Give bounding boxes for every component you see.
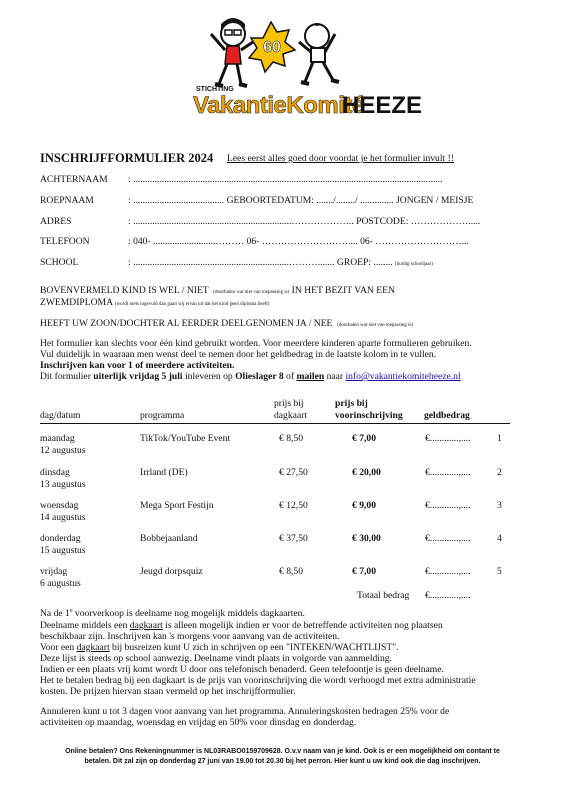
row-day: donderdag (40, 533, 81, 544)
swim-text-end: IN HET BEZIT VAN EEN (291, 285, 395, 296)
note-line-9: Annuleren kunt u tot 3 dagen voor aanvang van het programma. Annuleringskosten bedragen 25% voor de (40, 706, 450, 717)
field-label-telefoon: TELEFOON (40, 236, 90, 247)
row-day-price: € 8,50 (279, 433, 303, 444)
note-text: Na de 1 (40, 608, 70, 620)
row-pre-price: € 7,00 (352, 433, 376, 444)
row-day: maandag (40, 433, 75, 444)
note-line-1 (40, 608, 305, 619)
note-line-3: beschikbaar zijn. Inschrijven kan 's morgens voor aanvang van de activiteiten. (40, 631, 340, 642)
logo-kids-illustration (175, 12, 415, 92)
note-underlined: dagkaart (129, 620, 163, 631)
row-amount-field[interactable]: €............,.... (425, 467, 471, 478)
logo (175, 12, 415, 142)
note-text: voorverkoop is deelname nog mogelijk middels dagkaarten. (72, 608, 305, 620)
row-day-price: € 37,50 (279, 533, 308, 544)
svg-text:60: 60 (263, 39, 281, 56)
note-text: Voor een (40, 642, 77, 653)
row-pre-price: € 9,00 (352, 500, 376, 511)
header-amount: geldbedrag (424, 410, 470, 421)
field-label-roepnaam: ROEPNAAM (40, 195, 94, 206)
row-pre-price: € 7,00 (352, 566, 376, 577)
address: Olieslager 8 (235, 371, 284, 382)
field-roepnaam[interactable]: : ...................................... GEBOORTEDATUM: ......./......../ .............. JONGEN / MEISJE (128, 195, 474, 206)
note-line-4 (40, 642, 399, 653)
logo-name-heeze: HEEZE (342, 92, 423, 119)
row-amount-field[interactable]: €............,.... (425, 500, 471, 511)
field-adres[interactable]: : ..................................................................……………….. POSTCODE: ………………..... (128, 216, 481, 227)
swim-diploma: ZWEMDIPLOMA (40, 297, 113, 308)
row-number: 5 (497, 566, 502, 577)
row-amount-field[interactable]: €............,.... (425, 433, 471, 444)
swim-note: (doorhalen wat niet van toepassing is) (213, 290, 290, 295)
field-label-adres: ADRES (40, 216, 72, 227)
field-school[interactable] (128, 257, 433, 268)
row-program: Bobbejaanland (140, 533, 198, 544)
intro-line-2: Vul duidelijk in waaraan men wenst deel te nemen door het geldbedrag in de laatste kolom in te vullen. (40, 349, 437, 360)
row-day-price: € 27,50 (279, 467, 308, 478)
swim-diploma-note: (wordt niets ingevuld dan gaan wij ervan uit dat het kind geen diploma heeft) (114, 302, 270, 307)
row-program: Mega Sport Festijn (140, 500, 214, 511)
note-text: is alleen mogelijk indien er voor de betreffende activiteiten nog plaatsen (162, 620, 443, 631)
field-achternaam[interactable]: : ................................................................................................................................. (128, 174, 443, 185)
swim-text: BOVENVERMELD KIND IS WEL / NIET (40, 285, 209, 296)
row-amount-field[interactable]: €............,.... (425, 566, 471, 577)
row-date: 15 augustus (40, 545, 86, 556)
note-text: Deelname middels een (40, 620, 130, 631)
note-text: bij busreizen kunt U zich in schrijven op een "INTEKEN/WACHTLIJST". (109, 642, 399, 653)
intro-text-e: of (283, 371, 297, 382)
note-line-5: Deze lijst is steeds op school aanwezig. Deelname vindt plaats in volgorde van aanmelding. (40, 653, 392, 664)
header-price-day-a: prijs bij (274, 398, 304, 409)
header-date: dag/datum (40, 410, 81, 421)
previous-note: (doorhalen wat niet van toepassing is) (337, 323, 414, 328)
page-title: INSCHRIJFFORMULIER 2024 (40, 151, 214, 165)
note-line-8: kosten. De prijzen hiervan staan vermeld op het inschrijfformulier. (40, 686, 296, 697)
row-number: 3 (497, 500, 502, 511)
intro-line-1: Het formulier kan slechts voor één kind gebruikt worden. Voor meerdere kinderen aparte formulieren gebruiken. (40, 338, 472, 349)
header-program: programma (140, 410, 185, 421)
row-date: 6 augustus (40, 578, 81, 589)
total-amount-field[interactable]: €............,.... (425, 590, 471, 601)
deadline: uiterlijk vrijdag 5 juli (93, 371, 183, 382)
header-price-pre-b: voorinschrijving (335, 410, 403, 421)
note-line-2 (40, 620, 443, 631)
row-day: vrijdag (40, 566, 68, 577)
row-number: 4 (497, 533, 502, 544)
row-date: 13 augustus (40, 479, 86, 490)
row-day: woensdag (40, 500, 79, 511)
intro-text-c: inleveren op (182, 371, 236, 382)
row-date: 14 augustus (40, 512, 86, 523)
school-note: (huidig schooljaar) (395, 262, 433, 267)
row-number: 2 (497, 467, 502, 478)
row-amount-field[interactable]: €............,.... (425, 533, 471, 544)
header-divider (40, 423, 510, 424)
row-day-price: € 12,50 (279, 500, 308, 511)
row-program: TikTok/YouTube Event (140, 433, 231, 444)
total-label: Totaal bedrag (357, 590, 410, 601)
header-price-pre-a: prijs bij (335, 398, 368, 409)
note-sup: e (69, 608, 73, 614)
row-number: 1 (497, 433, 502, 444)
intro-text-g: naar (324, 371, 346, 382)
row-date: 12 augustus (40, 445, 86, 456)
mailen-link[interactable]: mailen (296, 371, 325, 382)
payment-info (30, 747, 535, 767)
field-label-school: SCHOOL (40, 257, 79, 268)
field-telefoon[interactable]: : 040- ..........................……… 06- ……………………….... 06- ………………………... (128, 236, 469, 247)
school-line: : .................................................................………....... GROEP: ........ (128, 257, 393, 268)
intro-line-4 (40, 371, 461, 382)
header-price-day-b: dagkaart (274, 410, 308, 421)
row-program: Jeugd dorpsquiz (140, 566, 203, 577)
row-day: dinsdag (40, 467, 70, 478)
previous-text: HEEFT UW ZOON/DOCHTER AL EERDER DEELGENOMEN JA / NEE (40, 318, 333, 329)
row-pre-price: € 20,00 (352, 467, 381, 478)
intro-text-a: Dit formulier (40, 371, 94, 382)
email-link[interactable]: info@vakantiekomiteheeze.nl (345, 371, 461, 382)
row-pre-price: € 30,00 (352, 533, 381, 544)
note-underlined: dagkaart (76, 642, 110, 653)
row-program: Irrland (DE) (140, 467, 188, 478)
payment-line-1: Online betalen? Ons Rekeningnummer is NL03RABO0159709628. O.v.v naam van je kind. Ook is er een mogelijkheid om contant te (65, 748, 500, 755)
logo-stichting: STICHTING (196, 86, 234, 93)
previous-participation (40, 318, 413, 329)
field-label-achternaam: ACHTERNAAM (40, 174, 108, 185)
swim-line-2 (40, 297, 269, 308)
row-day-price: € 8,50 (279, 566, 303, 577)
note-line-10: activiteiten op maandag, woensdag en vrijdag en 50% voor dinsdag en donderdag. (40, 717, 357, 728)
intro-line-3: Inschrijven kan voor 1 of meerdere activiteiten. (40, 360, 235, 371)
note-line-7: Het te betalen bedrag bij een dagkaart is de prijs van voorinschrijving die wordt verhoogd met extra administratie (40, 675, 476, 686)
payment-line-2: betalen. Dit zal zijn op donderdag 27 juni van 19.00 tot 20.30 bij het perron. Hier kunt u uw kind ook die dag inschrijven. (84, 758, 481, 765)
title-note: Lees eerst alles goed door voordat je het formulier invult !! (227, 153, 454, 164)
note-line-6: Indien er een plaats vrij komt wordt U door ons telefonisch benaderd. Geen telefoontje is geen deelname. (40, 664, 444, 675)
swim-line-1 (40, 285, 395, 296)
badge-icon (249, 22, 295, 72)
logo-name: VakantieKomité (193, 92, 365, 119)
